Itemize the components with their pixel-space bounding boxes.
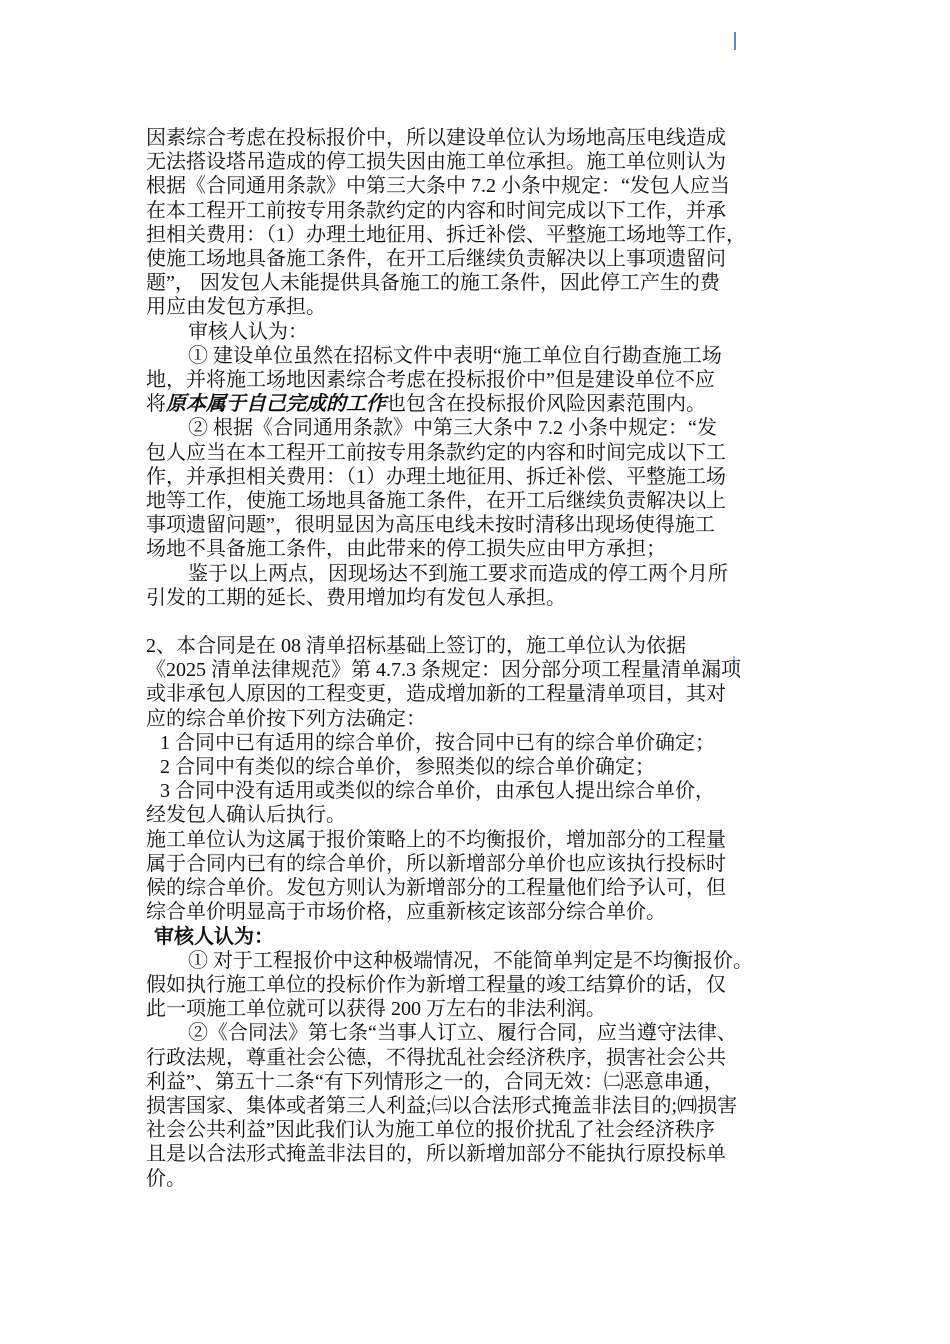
- paragraph-opinion-4: ②《合同法》第七条“当事人订立、履行合同，应当遵守法律、 行政法规，尊重社会公德，不得扰乱社会经济秩序，损害社会公共 利益”、第五十二条“有下列情形之一的，合同无效：㈡恶意串通， 损害国家、集体或者第三人利益;㈢以合法形式掩盖非法目的;㈣损害 社会公共利益”因此我们认为施工单位的报价扰乱了社会经济秩序 且是以合法形式掩盖非法目的，所以新增加部分不能执行原投标单 价。: [146, 1022, 738, 1190]
- paragraph-conclusion: 鉴于以上两点，因现场达不到施工要求而造成的停工两个月所 引发的工期的延长、费用增加均有发包人承担。: [146, 562, 728, 609]
- emphasized-text: 原本属于自己完成的工作: [166, 393, 386, 416]
- paragraph-dispute-background: 因素综合考虑在投标报价中，所以建设单位认为场地高压电线造成 无法搭设塔吊造成的停工损失因由施工单位承担。施工单位则认为 根据《合同通用条款》中第三大条中 7.2 小条中规定：“发包人应当 在本工程开工前按专用条款约定的内容和时间完成以下工作，并承 担相关费用：（1）办理土地征用、拆迁补偿、平整施工场地等工作， 使施工场地具备施工条件，在开工后继续负责解决以上事项遗留问 题”， 因发包人未能提供具备施工的施工条件，因此停工产生的费 用应由发包方承担。: [146, 127, 746, 319]
- reviewer-opinion-heading: 审核人认为：: [188, 320, 308, 343]
- rule-item-1: 1 合同中已有适用的综合单价，按合同中已有的综合单价确定；: [160, 731, 715, 754]
- paragraph-opinion-3: ① 对于工程报价中这种极端情况，不能简单判定是不均衡报价。 假如执行施工单位的投标价作为新增工程量的竣工结算价的话，仅 此一项施工单位就可以获得 200 万左右的非法利润。: [146, 949, 753, 1021]
- document-body: [146, 126, 826, 1191]
- rule-item-2: 2 合同中有类似的综合单价，参照类似的综合单价确定；: [160, 756, 655, 779]
- paragraph-opinion-1: ① 建设单位虽然在招标文件中表明“施工单位自行勘查施工场 地，并将施工场地因素综合考虑在投标报价中”但是建设单位不应 将原本属于自己完成的工作也包含在投标报价风险因素范围内。: [146, 344, 722, 416]
- rule-item-3: 3 合同中没有适用或类似的综合单价，由承包人提出综合单价， 经发包人确认后执行。: [146, 780, 715, 827]
- reviewer-opinion-heading-bold: 审核人认为：: [154, 925, 274, 948]
- paragraph-contractor-view: 施工单位认为这属于报价策略上的不均衡报价，增加部分的工程量 属于合同内已有的综合单价，所以新增部分单价也应该执行投标时 候的综合单价。发包方则认为新增部分的工程量他们给予认可，但 综合单价明显高于市场价格，应重新核定该部分综合单价。: [146, 828, 726, 924]
- text-cursor-mark: [734, 32, 736, 50]
- paragraph-item-2: 2、本合同是在 08 清单招标基础上签订的，施工单位认为依据 《2025 清单法律规范》第 4.7.3 条规定：因分部分项工程量清单漏项 或非承包人原因的工程变更，造成增加新的工程量清单项目，其对 应的综合单价按下列方法确定：: [146, 635, 741, 730]
- blank-line: [146, 610, 826, 634]
- paragraph-opinion-2: ② 根据《合同通用条款》中第三大条中 7.2 小条中规定：“发 包人应当在本工程开工前按专用条款约定的内容和时间完成以下工 作，并承担相关费用：（1）办理土地征用、拆迁补偿、平整施工场 地等工作，使施工场地具备施工条件，在开工后继续负责解决以上 事项遗留问题”，很明显因为高压电线未按时清移出现场使得施工 场地不具备施工条件，由此带来的停工损失应由甲方承担；: [146, 417, 726, 561]
